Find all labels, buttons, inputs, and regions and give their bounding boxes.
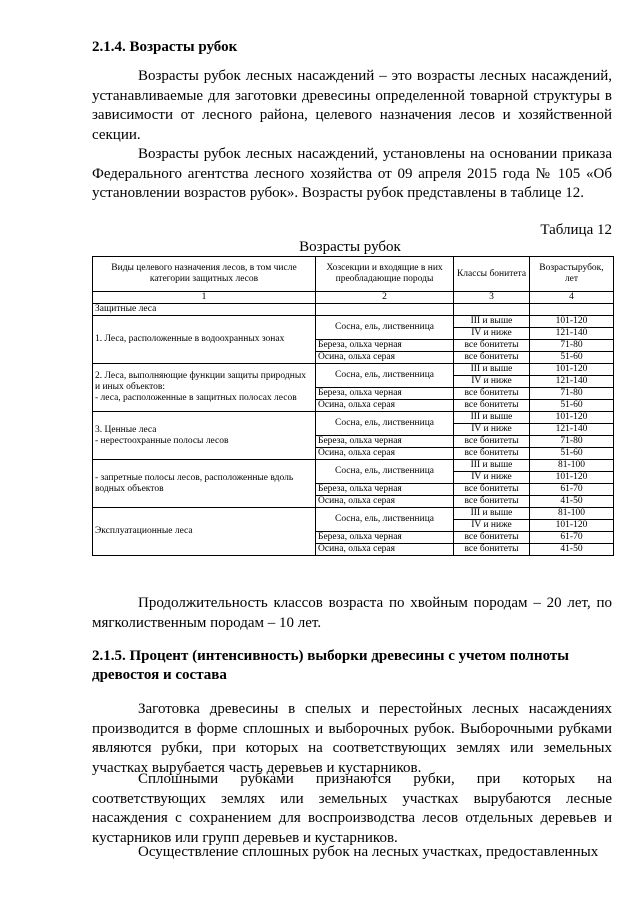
cutting-age-cell: 101-120 [530,364,614,376]
cutting-age-cell: 81-100 [530,460,614,472]
site-class-cell: IV и ниже [454,376,530,388]
cutting-age-cell: 121-140 [530,328,614,340]
site-class-cell: все бонитеты [454,544,530,556]
header-forest-purpose: Виды целевого назначения лесов, в том числе категории защитных лесов [93,257,316,292]
column-number: 3 [454,292,530,304]
header-site-class: Классы бонитета [454,257,530,292]
table-column-numbers-row [93,292,614,304]
site-class-cell: все бонитеты [454,436,530,448]
site-class-cell: все бонитеты [454,496,530,508]
table-row-protective-label [93,304,614,316]
species-cell: Береза, ольха черная [316,532,454,544]
site-class-cell: IV и ниже [454,424,530,436]
forest-category-cell [93,316,316,364]
species-cell: Осина, ольха серая [316,352,454,364]
column-number: 4 [530,292,614,304]
cutting-age-cell: 51-60 [530,352,614,364]
paragraph-cutting-ages-basis: Возрасты рубок лесных насаждений, установлены на основании приказа Федерального агентства лесного хозяйства от 09 апреля 2015 года № 105 «Об установлении возрастов рубок». Возрасты рубок представлены в таблице 12. [92,146,612,201]
site-class-cell: IV и ниже [454,472,530,484]
cutting-age-cell: 41-50 [530,544,614,556]
species-cell: Береза, ольха черная [316,388,454,400]
table-row [93,508,614,520]
species-cell: Осина, ольха серая [316,448,454,460]
cutting-age-cell: 101-120 [530,472,614,484]
site-class-cell: все бонитеты [454,448,530,460]
site-class-cell: все бонитеты [454,484,530,496]
forest-category-cell [93,508,316,556]
species-cell: Сосна, ель, лиственница [316,412,454,436]
header-species: Хозсекции и входящие в них преобладающие породы [316,257,454,292]
cutting-age-cell: 41-50 [530,496,614,508]
paragraph-clear-cutting-implementation: Осуществление сплошных рубок на лесных участках, предоставленных [138,844,599,860]
cutting-age-cell: 61-70 [530,532,614,544]
table-header-row [93,257,614,292]
empty-cell [454,304,530,316]
cutting-age-cell: 51-60 [530,400,614,412]
forest-category-label: 2. Леса, выполняющие функции защиты природных и иных объектов: [95,371,306,392]
species-cell: Сосна, ель, лиственница [316,316,454,340]
cutting-age-cell: 121-140 [530,424,614,436]
cutting-age-cell: 101-120 [530,412,614,424]
cutting-age-cell: 51-60 [530,448,614,460]
species-cell: Осина, ольха серая [316,400,454,412]
species-cell: Береза, ольха черная [316,484,454,496]
forest-category-cell [93,412,316,460]
species-cell: Сосна, ель, лиственница [316,364,454,388]
column-number: 2 [316,292,454,304]
species-cell: Береза, ольха черная [316,340,454,352]
site-class-cell: IV и ниже [454,520,530,532]
site-class-cell: III и выше [454,316,530,328]
cutting-age-cell: 121-140 [530,376,614,388]
column-number: 1 [93,292,316,304]
protective-forests-label: Защитные леса [93,304,316,316]
forest-category-label: - запретные полосы лесов, расположенные вдоль водных объектов [95,472,294,494]
cutting-age-cell: 61-70 [530,484,614,496]
table-row [93,364,614,376]
paragraph-cutting-ages-definition: Возрасты рубок лесных насаждений – это возрасты лесных насаждений, устанавливаемые для заготовки древесины определенной товарной структуры в зависимости от лесного района, целевого назначения лесов и хозяйственной секции. [92,68,612,143]
cutting-age-cell: 101-120 [530,316,614,328]
species-cell: Береза, ольха черная [316,436,454,448]
table-row [93,316,614,328]
cutting-ages-table [92,256,614,556]
forest-subcategory-label: - нерестоохранные полосы лесов [95,435,229,446]
forest-category-label: Эксплуатационные леса [95,526,193,536]
site-class-cell: IV и ниже [454,328,530,340]
site-class-cell: все бонитеты [454,532,530,544]
forest-category-label: 1. Леса, расположенные в водоохранных зонах [95,334,285,344]
cutting-age-cell: 101-120 [530,520,614,532]
paragraph-harvesting-forms: Заготовка древесины в спелых и перестойных лесных насаждениях производится в форме сплошных и выборочных рубок. Выборочными рубками являются рубки, при которых на соответствующих землях или земельных участках вырубается часть деревьев и кустарников. [92,701,612,776]
empty-cell [530,304,614,316]
table-caption: Таблица 12 [540,222,612,238]
table-row [93,412,614,424]
species-cell: Сосна, ель, лиственница [316,508,454,532]
table-body [93,257,614,556]
section-heading-2-1-4: 2.1.4. Возрасты рубок [92,39,238,55]
species-cell: Сосна, ель, лиственница [316,460,454,484]
section-heading-2-1-5: 2.1.5. Процент (интенсивность) выборки древесины с учетом полноты древостоя и состава [92,648,569,683]
site-class-cell: все бонитеты [454,388,530,400]
site-class-cell: III и выше [454,412,530,424]
site-class-cell: III и выше [454,364,530,376]
paragraph-age-class-duration: Продолжительность классов возраста по хвойным породам – 20 лет, по мягколиственным породам – 10 лет. [92,595,612,631]
forest-category-cell [93,460,316,508]
site-class-cell: все бонитеты [454,340,530,352]
cutting-age-cell: 81-100 [530,508,614,520]
paragraph-clear-cutting: Сплошными рубками признаются рубки, при которых на соответствующих землях или земельных участках вырубаются лесные насаждения с сохранением для воспроизводства лесов отдельных деревьев и кустарников или групп деревьев и кустарников. [92,771,612,846]
header-cutting-age: Возрастырубок, лет [530,257,614,292]
table-title: Возрасты рубок [299,239,401,255]
cutting-age-cell: 71-80 [530,340,614,352]
forest-subcategory-label: - леса, расположенные в защитных полосах лесов [95,393,297,403]
species-cell: Осина, ольха серая [316,544,454,556]
forest-category-label: 3. Ценные леса [95,424,157,435]
empty-cell [316,304,454,316]
site-class-cell: все бонитеты [454,400,530,412]
site-class-cell: все бонитеты [454,352,530,364]
species-cell: Осина, ольха серая [316,496,454,508]
forest-category-cell [93,364,316,412]
site-class-cell: III и выше [454,508,530,520]
cutting-age-cell: 71-80 [530,436,614,448]
table-row [93,460,614,472]
cutting-age-cell: 71-80 [530,388,614,400]
site-class-cell: III и выше [454,460,530,472]
